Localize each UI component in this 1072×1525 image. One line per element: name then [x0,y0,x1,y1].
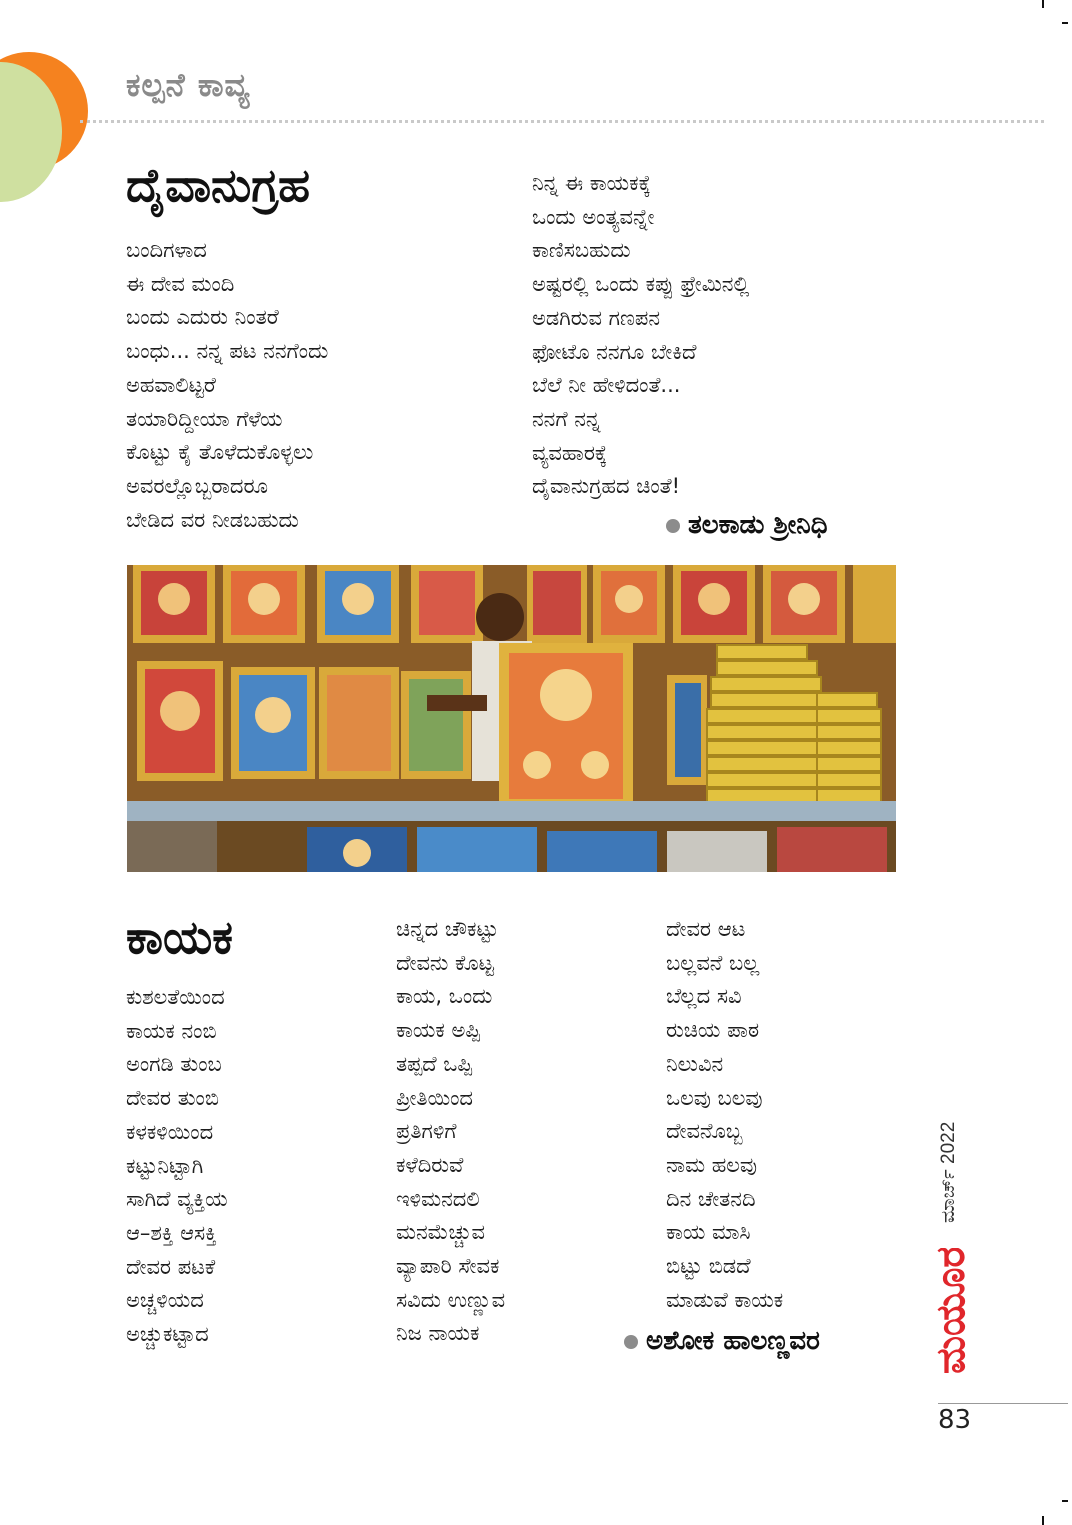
poem1-title: ದೈವಾನುಗ್ರಹ [126,158,310,212]
poem2-col1-line: ಕಳಕಳಿಯಿಂದ [126,1119,214,1144]
magazine-logo-graphic [900,1248,980,1376]
poem2-col1-line: ದೇವರ ಪಟಕೆ [126,1254,216,1279]
poem1-col2-line: ದೈವಾನುಗ್ರಹದ ಚಿಂತೆ! [532,474,681,499]
page-number: 83 [938,1405,972,1435]
poem2-column-3 [666,913,783,1317]
poem2-col1-line: ಅಚ್ಚುಕಟ್ಟಾದ [126,1322,209,1347]
poem2-title: ಕಾಯಕ [126,910,233,964]
poem2-col3-line: ರುಚಿಯ ಪಾಠ [666,1018,760,1043]
poem1-col1-line: ಬಂಧು... ನನ್ನ ಪಟ ನನಗೆಂದು [126,339,329,364]
crop-mark [1042,1516,1044,1525]
poem2-col2-line: ಸವಿದು ಉಣ್ಣುವ [396,1287,506,1312]
poem1-col2-line: ಒಂದು ಅಂತ್ಯವನ್ನೇ [532,204,655,229]
poem1-col2-line: ವ್ಯವಹಾರಕ್ಕೆ [532,440,608,465]
poem1-col2-line: ಬೆಲೆ ನೀ ಹೇಳಿದಂತೆ... [532,373,681,398]
poem2-col1-line: ಕುಶಲತೆಯಿಂದ [126,985,225,1009]
poem2-col2-line: ಕಳೆದಿರುವೆ [396,1152,464,1177]
poem2-col3-line: ಮಾಡುವೆ ಕಾಯಕ [666,1287,784,1312]
poem2-col2-line: ಪ್ರತಿಗಳಿಗೆ [396,1119,457,1144]
bullet-icon [666,519,680,533]
bullet-icon [624,1335,638,1349]
poem1-col2-line: ಅಡಗಿರುವ ಗಣಪನ [532,305,661,330]
poem2-col2-line: ಕಾಯ, ಒಂದು [396,984,493,1009]
poem1-col1-line: ಅವರಲ್ಲೊಬ್ಬರಾದರೂ [126,473,268,498]
poem2-col3-line: ದೇವನೊಬ್ಬ [666,1119,743,1144]
poem2-col3-line: ದೇವರ ಆಟ [666,917,746,941]
poem2-col3-line: ನಿಲುವಿನ [666,1051,724,1076]
issue-date-graphic [914,1095,974,1225]
poem2-col3-line: ಬಿಟ್ಟು ಬಿಡದೆ [666,1254,751,1279]
poem1-col1-line: ತಯಾರಿದ್ದೀಯಾ ಗೆಳೆಯ [126,406,283,431]
poem1-col1-line: ಬಂದು ಎದುರು ನಿಂತರೆ [126,305,279,330]
poem2-col2-line: ಕಾಯಕ ಅಪ್ಪಿ [396,1018,481,1043]
poem2-col3-line: ಬೆಲ್ಲದ ಸವಿ [666,984,742,1009]
poem2-author-name: ಅಶೋಕ ಹಾಲಣ್ಣವರ [646,1326,820,1356]
poem2-col3-line: ಬಲ್ಲವನೆ ಬಲ್ಲ [666,950,760,975]
poem1-col1-line: ಅಹವಾಲಿಟ್ಟರೆ [126,372,216,397]
poem1-author [666,510,828,541]
poem2-column-2 [396,913,505,1351]
poem1-col1-line: ಬಂದಿಗಳಾದ [126,238,207,262]
poem1-col1-line: ಬೇಡಿದ ವರ ನೀಡಬಹುದು [126,507,299,532]
poem2-col3-line: ನಾಮ ಹಲವು [666,1152,758,1177]
poem2-col1-line: ಕಾಯಕ ನಂಬಿ [126,1018,217,1043]
poem2-author [624,1326,820,1357]
poem2-col3-line: ದಿನ ಚೇತನದಿ [666,1186,756,1211]
poem2-col3-line: ಕಾಯ ಮಾಸಿ [666,1220,751,1245]
dotted-divider [80,120,1044,123]
poem2-col2-line: ದೇವನು ಕೊಟ್ಟ [396,950,494,975]
poem2-col2-line: ಪ್ರೀತಿಯಿಂದ [396,1085,473,1110]
poem1-author-name: ತಲಕಾಡು ಶ್ರೀನಿಧಿ [688,510,828,540]
poem2-col2-line: ನಿಜ ನಾಯಕ [396,1321,480,1346]
poem1-col2-line: ನಿನ್ನ ಈ ಕಾಯಕಕ್ಕೆ [532,171,651,195]
section-title: ಕಲ್ಪನೆ ಕಾವ್ಯ [126,66,251,104]
poem1-col2-line: ಅಷ್ಟರಲ್ಲಿ ಒಂದು ಕಪ್ಪು ಫ್ರೇಮಿನಲ್ಲಿ [532,272,750,297]
poem2-col2-line: ಇಳಿಮನದಲಿ [396,1186,480,1211]
poem2-col1-line: ಕಟ್ಟುನಿಟ್ಟಾಗಿ [126,1153,204,1178]
poem2-col2-line: ಮನಮೆಚ್ಚುವ [396,1220,486,1245]
issue-date [914,1095,974,1225]
poem2-col1-line: ಅಚ್ಚಳಿಯದ [126,1288,204,1313]
photo-frame-shop [127,565,896,872]
crop-mark [1042,0,1044,8]
magazine-logo [900,1248,980,1376]
poem2-col2-line: ವ್ಯಾಪಾರಿ ಸೇವಕ [396,1254,500,1279]
poem2-col1-line: ಅಂಗಡಿ ತುಂಬ [126,1052,222,1077]
poem1-column-2 [532,167,749,504]
crop-mark [1062,22,1068,24]
poem2-col1-line: ದೇವರ ತುಂಬಿ [126,1086,219,1111]
poem1-col1-line: ಕೊಟ್ಟು ಕೈ ತೊಳೆದುಕೊಳ್ಳಲು [126,440,314,465]
poem2-col3-line: ಒಲವು ಬಲವು [666,1085,763,1110]
svg-text:ಮಯೂರ: ಮಯೂರ [928,1248,974,1374]
poem1-col2-line: ಫೋಟೊ ನನಗೂ ಬೇಕಿದೆ [532,339,697,364]
poem1-col2-line: ಕಾಣಿಸಬಹುದು [532,238,631,263]
poem2-col1-line: ಆ–ಶಕ್ತಿ ಆಸಕ್ತಿ [126,1220,217,1245]
poem2-col2-line: ತಪ್ಪದೆ ಒಪ್ಪಿ [396,1051,473,1076]
photo-illustration [127,565,896,872]
poem1-col2-line: ನನಗೆ ನನ್ನ [532,406,601,431]
poem2-col1-line: ಸಾಗಿದೆ ವ್ಯಕ್ತಿಯ [126,1187,228,1212]
crop-mark [1062,1500,1068,1502]
poem1-col1-line: ಈ ದೇವ ಮಂದಿ [126,271,235,296]
poem1-column-1 [126,234,328,537]
poem2-col2-line: ಚಿನ್ನದ ಚೌಕಟ್ಟು [396,917,499,941]
poem2-column-1 [126,981,228,1352]
svg-text:ಮಾರ್ಚ್ 2022: ಮಾರ್ಚ್ 2022 [938,1121,959,1223]
page-number-rule [938,1403,1068,1404]
